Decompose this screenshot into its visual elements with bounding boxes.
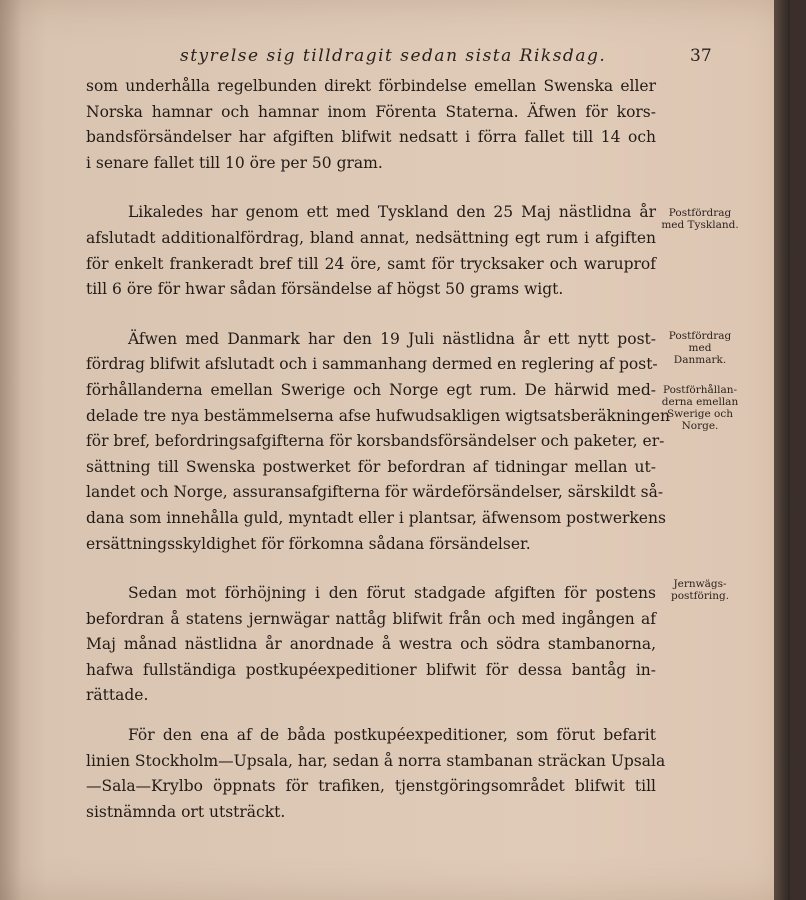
- page-number: 37: [690, 46, 712, 66]
- margin-note-jernwag: [658, 578, 742, 602]
- text-line: Likaledes har genom ett med Tyskland den 25 Maj nästlidna år: [128, 203, 656, 222]
- margin-note-line: Jernwägs-: [673, 578, 727, 590]
- margin-note-line: Postfördrag: [668, 330, 732, 342]
- text-line: ersättningsskyldighet för förkomna sådana försändelser.: [86, 534, 531, 553]
- text-line: delade tre nya bestämmelserna afse hufwudsakligen wigtsatsberäkningen: [86, 406, 670, 425]
- text-line: som underhålla regelbunden direkt förbindelse emellan Swenska eller: [86, 77, 656, 95]
- text-line: hafwa fullständiga postkupéexpeditioner blifwit för dessa bantåg in-: [86, 660, 656, 679]
- text-line: bandsförsändelser har afgiften blifwit nedsatt i förra fallet till 14 och: [86, 128, 656, 147]
- text-line: Äfwen med Danmark har den 19 Juli nästlidna år ett nytt post-: [128, 329, 656, 348]
- margin-note-danmark: [658, 330, 742, 366]
- body-text: [86, 74, 670, 825]
- margin-note-line: derna emellan: [661, 396, 739, 408]
- text-line: sistnämnda ort utsträckt.: [86, 802, 286, 821]
- text-line: Sedan mot förhöjning i den förut stadgade afgiften för postens: [128, 584, 656, 603]
- margin-note-line: Postförhållan-: [662, 384, 738, 396]
- text-line: fördrag blifwit afslutadt och i sammanhang dermed en reglering af post-: [86, 355, 658, 374]
- margin-note-line: med: [688, 342, 712, 354]
- paragraph: [86, 200, 656, 302]
- text-line: befordran å statens jernwägar nattåg blifwit från och med ingången af: [86, 609, 656, 628]
- text-line: sättning till Swenska postwerket för befordran af tidningar mellan ut-: [86, 457, 656, 476]
- paragraph: [86, 723, 666, 825]
- text-line: för bref, befordringsafgifterna för korsbandsförsändelser och paketer, er-: [86, 432, 665, 451]
- text-line: rättade.: [86, 686, 149, 705]
- page-binding-shadow: [0, 0, 22, 900]
- text-line: dana som innehålla guld, myntadt eller i plantsar, äfwensom postwerkens: [86, 508, 666, 527]
- margin-note-tyskland: [658, 207, 742, 231]
- text-line: —Sala—Krylbo öppnats för trafiken, tjenstgöringsområdet blifwit till: [86, 777, 656, 796]
- margin-note-line: postföring.: [670, 590, 730, 602]
- text-line: linien Stockholm—Upsala, har, sedan å norra stambanan sträckan Upsala: [86, 751, 666, 770]
- text-line: Norska hamnar och hamnar inom Förenta Staterna. Äfwen för kors-: [86, 102, 656, 121]
- margin-note-line: med Tyskland.: [661, 219, 739, 231]
- paragraph-gap: [86, 557, 656, 581]
- text-line: till 6 öre för hwar sådan försändelse af högst 50 grams wigt.: [86, 280, 564, 299]
- text-line: i senare fallet till 10 öre per 50 gram.: [86, 153, 383, 172]
- text-line: för enkelt frankeradt bref till 24 öre, samt för trycksaker och waruprof: [86, 254, 656, 273]
- text-line: Maj månad nästlidna år anordnade å westra och södra stambanorna,: [86, 635, 656, 654]
- margin-note-line: Swerige och: [666, 408, 733, 420]
- paragraph-gap: [86, 303, 656, 327]
- text-line: afslutadt additionalfördrag, bland annat, nedsättning egt rum i afgiften: [86, 228, 656, 247]
- paragraph: [86, 327, 670, 557]
- text-line: förhållanderna emellan Swerige och Norge egt rum. De härwid med-: [86, 380, 656, 399]
- margin-note-line: Danmark.: [673, 354, 727, 366]
- margin-note-line: Norge.: [681, 420, 719, 432]
- paragraph: [86, 581, 656, 709]
- paragraph: [86, 74, 656, 176]
- margin-note-norge: [658, 384, 742, 432]
- running-title: styrelse sig tilldragit sedan sista Riksdag.: [180, 46, 607, 66]
- paragraph-gap: [86, 176, 656, 200]
- text-line: landet och Norge, assuransafgifterna för wärdeförsändelser, särskildt så-: [86, 483, 664, 502]
- book-cover-edge: [774, 0, 790, 900]
- margin-note-line: Postfördrag: [668, 207, 732, 219]
- paragraph-gap: [86, 709, 656, 723]
- text-line: För den ena af de båda postkupéexpeditioner, som förut befarit: [128, 726, 656, 745]
